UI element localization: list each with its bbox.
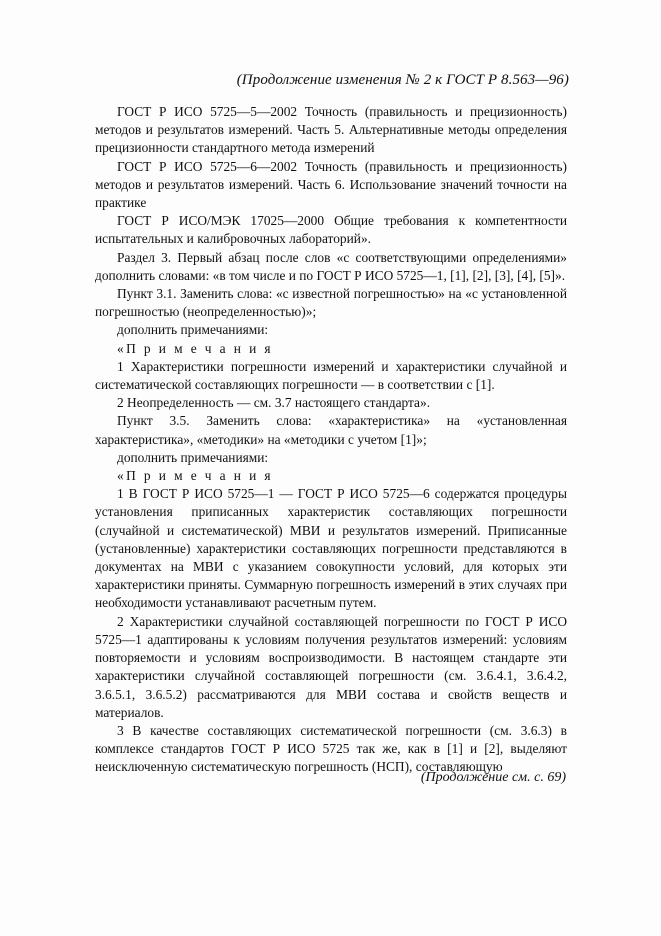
paragraph: дополнить примечаниями: <box>117 322 269 338</box>
paragraph: Раздел 3. Первый абзац после слов «с соответствующими определениями» дополнить словами: «в том числе и по ГОСТ Р ИСО 5725—1, [1], [2], [3], [4], [5]». <box>95 249 567 283</box>
document-body <box>95 103 567 777</box>
paragraph: ГОСТ Р ИСО 5725—5—2002 Точность (правильность и прецизионность) методов и результатов измерений. Часть 5. Альтернативные методы определения прецизионности стандартного метода измерений <box>95 104 567 156</box>
note-item: 3 В качестве составляющих систематической погрешности (см. 3.6.3) в комплексе стандартов ГОСТ Р ИСО 5725 так же, как в [1] и [2], выделяют неисключенную систематическую погрешность (НСП), составляющую <box>95 722 567 775</box>
paragraph: Пункт 3.1. Заменить слова: «с известной погрешностью» на «с установленной погрешностью (неопределенностью)»; <box>95 286 567 320</box>
note-item: 2 Характеристики случайной составляющей погрешности по ГОСТ Р ИСО 5725—1 адаптированы к условиям получения результатов измерений: условиям повторяемости и условиям воспроизводимости. В настоящем стандарте эти характеристики случайной составляющей погрешности (см. 3.6.4.1, 3.6.4.2, 3.6.5.1, 3.6.5.2) рассматриваются для МВИ состава и свойств веществ и материалов. <box>95 613 567 720</box>
note-item: 1 В ГОСТ Р ИСО 5725—1 — ГОСТ Р ИСО 5725—6 содержатся процедуры установления приписанных характеристик составляющих погрешности (случайной и систематической) МВИ и результатов измерений. Приписанные (установленные) характеристики составляющих погрешности представляются в документах на МВИ с указанием совокупности условий, для которых эти характеристики приняты. Суммарную погрешность измерений в этих случаях при необходимости устанавливают расчетным путем. <box>95 486 567 611</box>
page-header: (Продолжение изменения № 2 к ГОСТ Р 8.563—96) <box>236 72 569 88</box>
notes-heading: «П р и м е ч а н и я <box>117 468 273 484</box>
note-item: 1 Характеристики погрешности измерений и характеристики случайной и систематической составляющих погрешности — в соответствии с [1]. <box>95 358 567 393</box>
paragraph: ГОСТ Р ИСО 5725—6—2002 Точность (правильность и прецизионность) методов и результатов измерений. Часть 6. Использование значений точности на практике <box>95 158 567 211</box>
notes-heading: «П р и м е ч а н и я <box>117 340 273 356</box>
note-item: 2 Неопределенность — см. 3.7 настоящего стандарта». <box>117 395 431 411</box>
continuation-note: (Продолжение см. с. 69) <box>420 770 566 785</box>
paragraph: дополнить примечаниями: <box>117 449 269 465</box>
paragraph: ГОСТ Р ИСО/МЭК 17025—2000 Общие требования к компетентности испытательных и калибровочных лабораторий». <box>95 213 567 247</box>
paragraph: Пункт 3.5. Заменить слова: «характеристика» на «установленная характеристика», «методики» на «методики с учетом [1]»; <box>95 413 567 447</box>
